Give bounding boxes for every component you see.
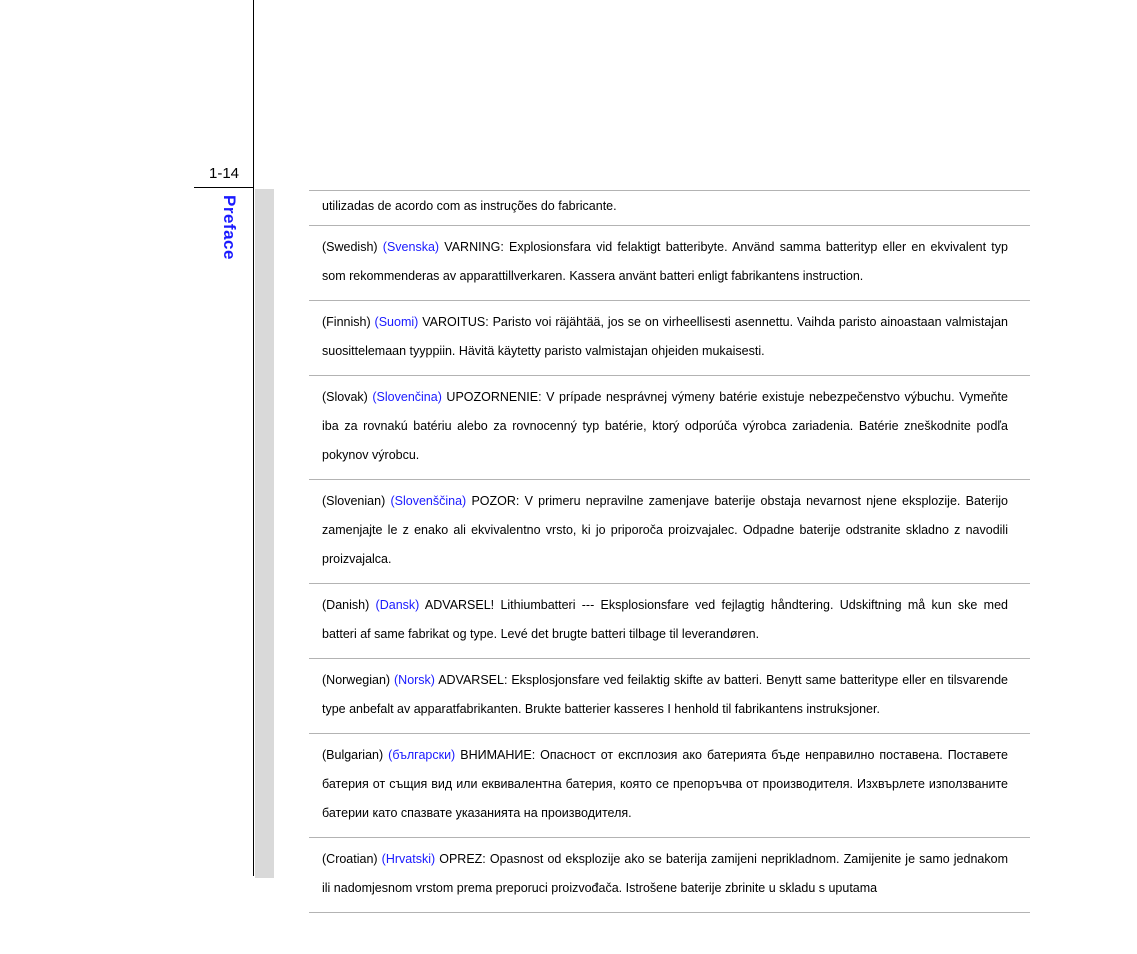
- entry-native-language: (Svenska): [382, 240, 440, 254]
- warning-table: [309, 190, 1030, 913]
- entry-language: (Norwegian): [322, 673, 391, 687]
- entry-text: UPOZORNENIE: V prípade nesprávnej výmeny batérie existuje nebezpečenstvo výbuchu. Vymeňte iba za rovnakú batériu alebo za rovnocenný typ batérie, ktorý odporúča výrobca zariadenia. Batérie zneškodnite podľa pokynov výrobcu.: [322, 390, 1008, 462]
- entry-native-language: (Slovenščina): [390, 494, 467, 508]
- entry-norwegian: [309, 659, 1030, 734]
- page-number: 1-14: [209, 165, 240, 182]
- entry-language: (Swedish): [322, 240, 378, 254]
- entry-native-language: (български): [388, 748, 456, 762]
- entry-bulgarian: [309, 734, 1030, 838]
- entry-language: (Danish): [322, 598, 370, 612]
- entry-language: (Croatian): [322, 852, 378, 866]
- entry-portuguese-continued: [309, 191, 1030, 226]
- header-horizontal-rule: [194, 187, 254, 188]
- entry-native-language: (Norsk): [394, 673, 435, 687]
- entry-text: utilizadas de acordo com as instruções do fabricante.: [322, 199, 617, 213]
- entry-text: ADVARSEL! Lithiumbatteri --- Eksplosionsfare ved fejlagtig håndtering. Udskiftning må kun ske med batteri af same fabrikat og type. Levé det brugte batteri tilbage til leverandøren.: [322, 598, 1008, 641]
- section-label: Preface: [220, 195, 239, 260]
- entry-swedish: [309, 226, 1030, 301]
- entry-text: OPREZ: Opasnost od eksplozije ako se baterija zamijeni neprikladnom. Zamijenite je samo jednakom ili nadomjesnom vrstom prema preporuci proizvođača. Istrošene baterije zbrinite u skladu s uputama: [322, 852, 1008, 895]
- entry-language: (Bulgarian): [322, 748, 384, 762]
- entry-language: (Slovenian): [322, 494, 386, 508]
- margin-vertical-rule: [253, 0, 254, 876]
- entry-text: ADVARSEL: Eksplosjonsfare ved feilaktig skifte av batteri. Benytt same batteritype eller en tilsvarende type anbefalt av apparatfabrikanten. Brukte batterier kasseres I henhold til fabrikantens instruksjoner.: [322, 673, 1008, 716]
- entry-danish: [309, 584, 1030, 659]
- entry-text: VAROITUS: Paristo voi räjähtää, jos se on virheellisesti asennettu. Vaihda paristo ainoastaan valmistajan suosittelemaan tyyppiin. Hävitä käytetty paristo valmistajan ohjeiden mukaisesti.: [322, 315, 1008, 358]
- entry-text: ВНИМАНИЕ: Опасност от експлозия ако батерията бъде неправилно поставена. Поставете батерия от същия вид или еквивалентна батерия, която се препоръчва от производителя. Изхвърлете използваните батерии като спазвате указанията на производителя.: [322, 748, 1008, 820]
- side-gray-bar: [255, 189, 274, 878]
- entry-text: POZOR: V primeru nepravilne zamenjave baterije obstaja nevarnost njene eksplozije. Baterijo zamenjajte le z enako ali ekvivalentno vrsto, ki jo priporoča proizvajalec. Odpadne baterije odstranite skladno z navodili proizvajalca.: [322, 494, 1008, 566]
- entry-finnish: [309, 301, 1030, 376]
- entry-native-language: (Hrvatski): [381, 852, 436, 866]
- entry-native-language: (Dansk): [375, 598, 420, 612]
- entry-text: VARNING: Explosionsfara vid felaktigt batteribyte. Använd samma batterityp eller en ekvivalent typ som rekommenderas av apparattillverkaren. Kassera använt batteri enligt fabrikantens instruction.: [322, 240, 1008, 283]
- entry-native-language: (Slovenčina): [372, 390, 442, 404]
- entry-slovenian: [309, 480, 1030, 584]
- entry-language: (Slovak): [322, 390, 368, 404]
- entry-slovak: [309, 376, 1030, 480]
- entry-language: (Finnish): [322, 315, 371, 329]
- entry-native-language: (Suomi): [374, 315, 419, 329]
- entry-croatian: [309, 838, 1030, 913]
